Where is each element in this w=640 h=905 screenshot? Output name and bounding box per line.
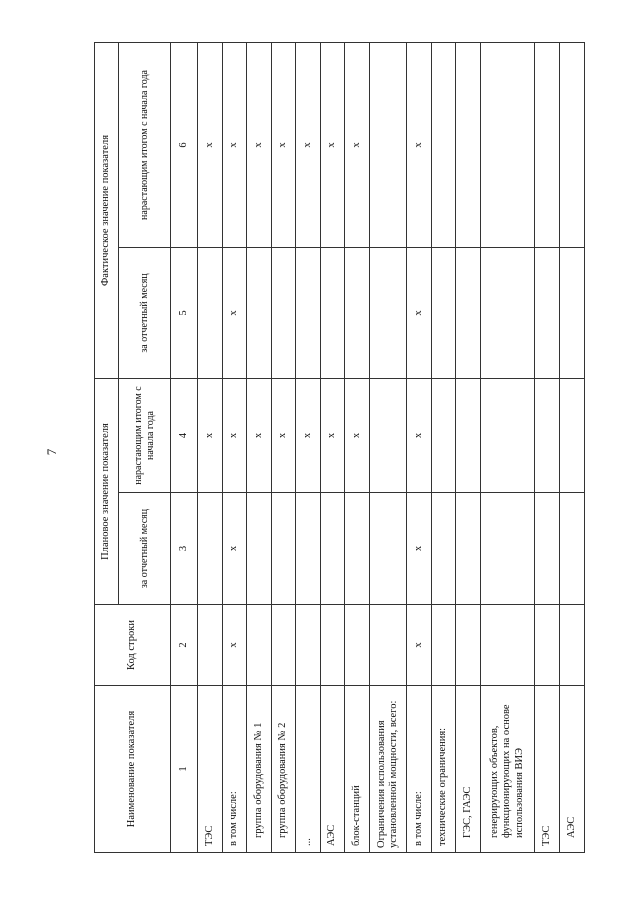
row-name: АЭС: [560, 686, 585, 853]
row-planned-month: х: [223, 493, 247, 605]
row-planned-month: [535, 493, 560, 605]
row-name: группа оборудования № 1: [247, 686, 272, 853]
table-row: [535, 42, 560, 852]
col-number: 6: [171, 42, 198, 247]
row-name: ТЭС: [535, 686, 560, 853]
row-planned-month: [321, 493, 345, 605]
col-number: 5: [171, 247, 198, 378]
indicator-table: [94, 43, 584, 853]
row-planned-ytd: х: [223, 378, 247, 492]
table-row: [321, 42, 345, 852]
row-planned-ytd: [535, 378, 560, 492]
row-code: х: [407, 605, 432, 686]
row-name: в том числе:: [407, 686, 432, 853]
row-actual-month: [198, 247, 223, 378]
row-code: [432, 605, 456, 686]
row-name: АЭС: [321, 686, 345, 853]
row-actual-month: [272, 247, 296, 378]
row-actual-month: [247, 247, 272, 378]
row-code: [481, 605, 535, 686]
row-code: [321, 605, 345, 686]
row-name: генерирующих объектов, функционирующих на основе использования ВИЭ: [481, 686, 535, 853]
row-code: [296, 605, 321, 686]
header-actual-group: Фактическое значение показателя: [95, 42, 119, 378]
row-actual-ytd: х: [407, 42, 432, 247]
table-row: [345, 42, 370, 852]
row-code: [370, 605, 407, 686]
row-planned-ytd: х: [296, 378, 321, 492]
row-planned-month: [198, 493, 223, 605]
row-actual-ytd: х: [198, 42, 223, 247]
row-planned-month: х: [407, 493, 432, 605]
row-actual-ytd: [370, 42, 407, 247]
row-planned-month: [370, 493, 407, 605]
table-row: [296, 42, 321, 852]
header-planned-ytd: нарастающим итогом с начала года: [119, 378, 171, 492]
row-code: [345, 605, 370, 686]
row-code: [560, 605, 585, 686]
row-actual-month: [481, 247, 535, 378]
row-name: в том числе:: [223, 686, 247, 853]
header-planned-month: за отчетный месяц: [119, 493, 171, 605]
row-planned-ytd: [560, 378, 585, 492]
row-name: ...: [296, 686, 321, 853]
row-planned-month: [345, 493, 370, 605]
row-name: блок-станций: [345, 686, 370, 853]
row-actual-month: [560, 247, 585, 378]
row-planned-ytd: [370, 378, 407, 492]
row-planned-ytd: [481, 378, 535, 492]
row-actual-ytd: [456, 42, 481, 247]
row-actual-month: [296, 247, 321, 378]
row-planned-ytd: х: [272, 378, 296, 492]
row-actual-month: [535, 247, 560, 378]
row-planned-ytd: х: [321, 378, 345, 492]
row-planned-ytd: х: [198, 378, 223, 492]
page-number: 7: [44, 448, 59, 456]
row-actual-ytd: х: [247, 42, 272, 247]
row-actual-month: х: [407, 247, 432, 378]
table-row: [370, 42, 407, 852]
row-actual-month: [370, 247, 407, 378]
column-number-row: [171, 42, 198, 852]
row-actual-ytd: х: [223, 42, 247, 247]
row-actual-month: [345, 247, 370, 378]
table-row: [223, 42, 247, 852]
row-code: [535, 605, 560, 686]
row-actual-ytd: х: [272, 42, 296, 247]
row-code: [272, 605, 296, 686]
header-planned-group: Плановое значение показателя: [95, 378, 119, 604]
row-name: технические ограничения:: [432, 686, 456, 853]
header-actual-month: за отчетный месяц: [119, 247, 171, 378]
table-row: [407, 42, 432, 852]
table-container: [94, 43, 584, 853]
row-actual-ytd: [481, 42, 535, 247]
row-actual-ytd: [432, 42, 456, 247]
row-planned-month: [456, 493, 481, 605]
row-code: [198, 605, 223, 686]
header-name-col: Наименование показателя: [95, 686, 171, 853]
col-number: 2: [171, 605, 198, 686]
table-row: [432, 42, 456, 852]
row-planned-ytd: [432, 378, 456, 492]
row-planned-ytd: х: [345, 378, 370, 492]
table-row: [198, 42, 223, 852]
row-name: Ограничения использования установленной мощности, всего:: [370, 686, 407, 853]
row-planned-ytd: х: [247, 378, 272, 492]
row-actual-ytd: х: [345, 42, 370, 247]
table-row: [247, 42, 272, 852]
table-row: [560, 42, 585, 852]
row-planned-month: [432, 493, 456, 605]
row-code: [456, 605, 481, 686]
row-actual-ytd: х: [296, 42, 321, 247]
row-planned-month: [272, 493, 296, 605]
row-name: ГЭС, ГАЭС: [456, 686, 481, 853]
row-actual-ytd: х: [321, 42, 345, 247]
row-name: группа оборудования № 2: [272, 686, 296, 853]
col-number: 1: [171, 686, 198, 853]
row-planned-month: [481, 493, 535, 605]
header-actual-ytd: нарастающим итогом с начала года: [119, 42, 171, 247]
table-row: [481, 42, 535, 852]
header-code-col: Код строки: [95, 605, 171, 686]
row-planned-month: [296, 493, 321, 605]
row-code: [247, 605, 272, 686]
row-actual-month: [456, 247, 481, 378]
row-actual-month: [432, 247, 456, 378]
col-number: 4: [171, 378, 198, 492]
row-actual-month: [321, 247, 345, 378]
col-number: 3: [171, 493, 198, 605]
row-planned-month: [247, 493, 272, 605]
row-planned-ytd: х: [407, 378, 432, 492]
row-actual-month: х: [223, 247, 247, 378]
row-planned-ytd: [456, 378, 481, 492]
row-planned-month: [560, 493, 585, 605]
row-code: х: [223, 605, 247, 686]
row-actual-ytd: [535, 42, 560, 247]
table-row: [272, 42, 296, 852]
row-actual-ytd: [560, 42, 585, 247]
row-name: ТЭС: [198, 686, 223, 853]
table-row: [456, 42, 481, 852]
